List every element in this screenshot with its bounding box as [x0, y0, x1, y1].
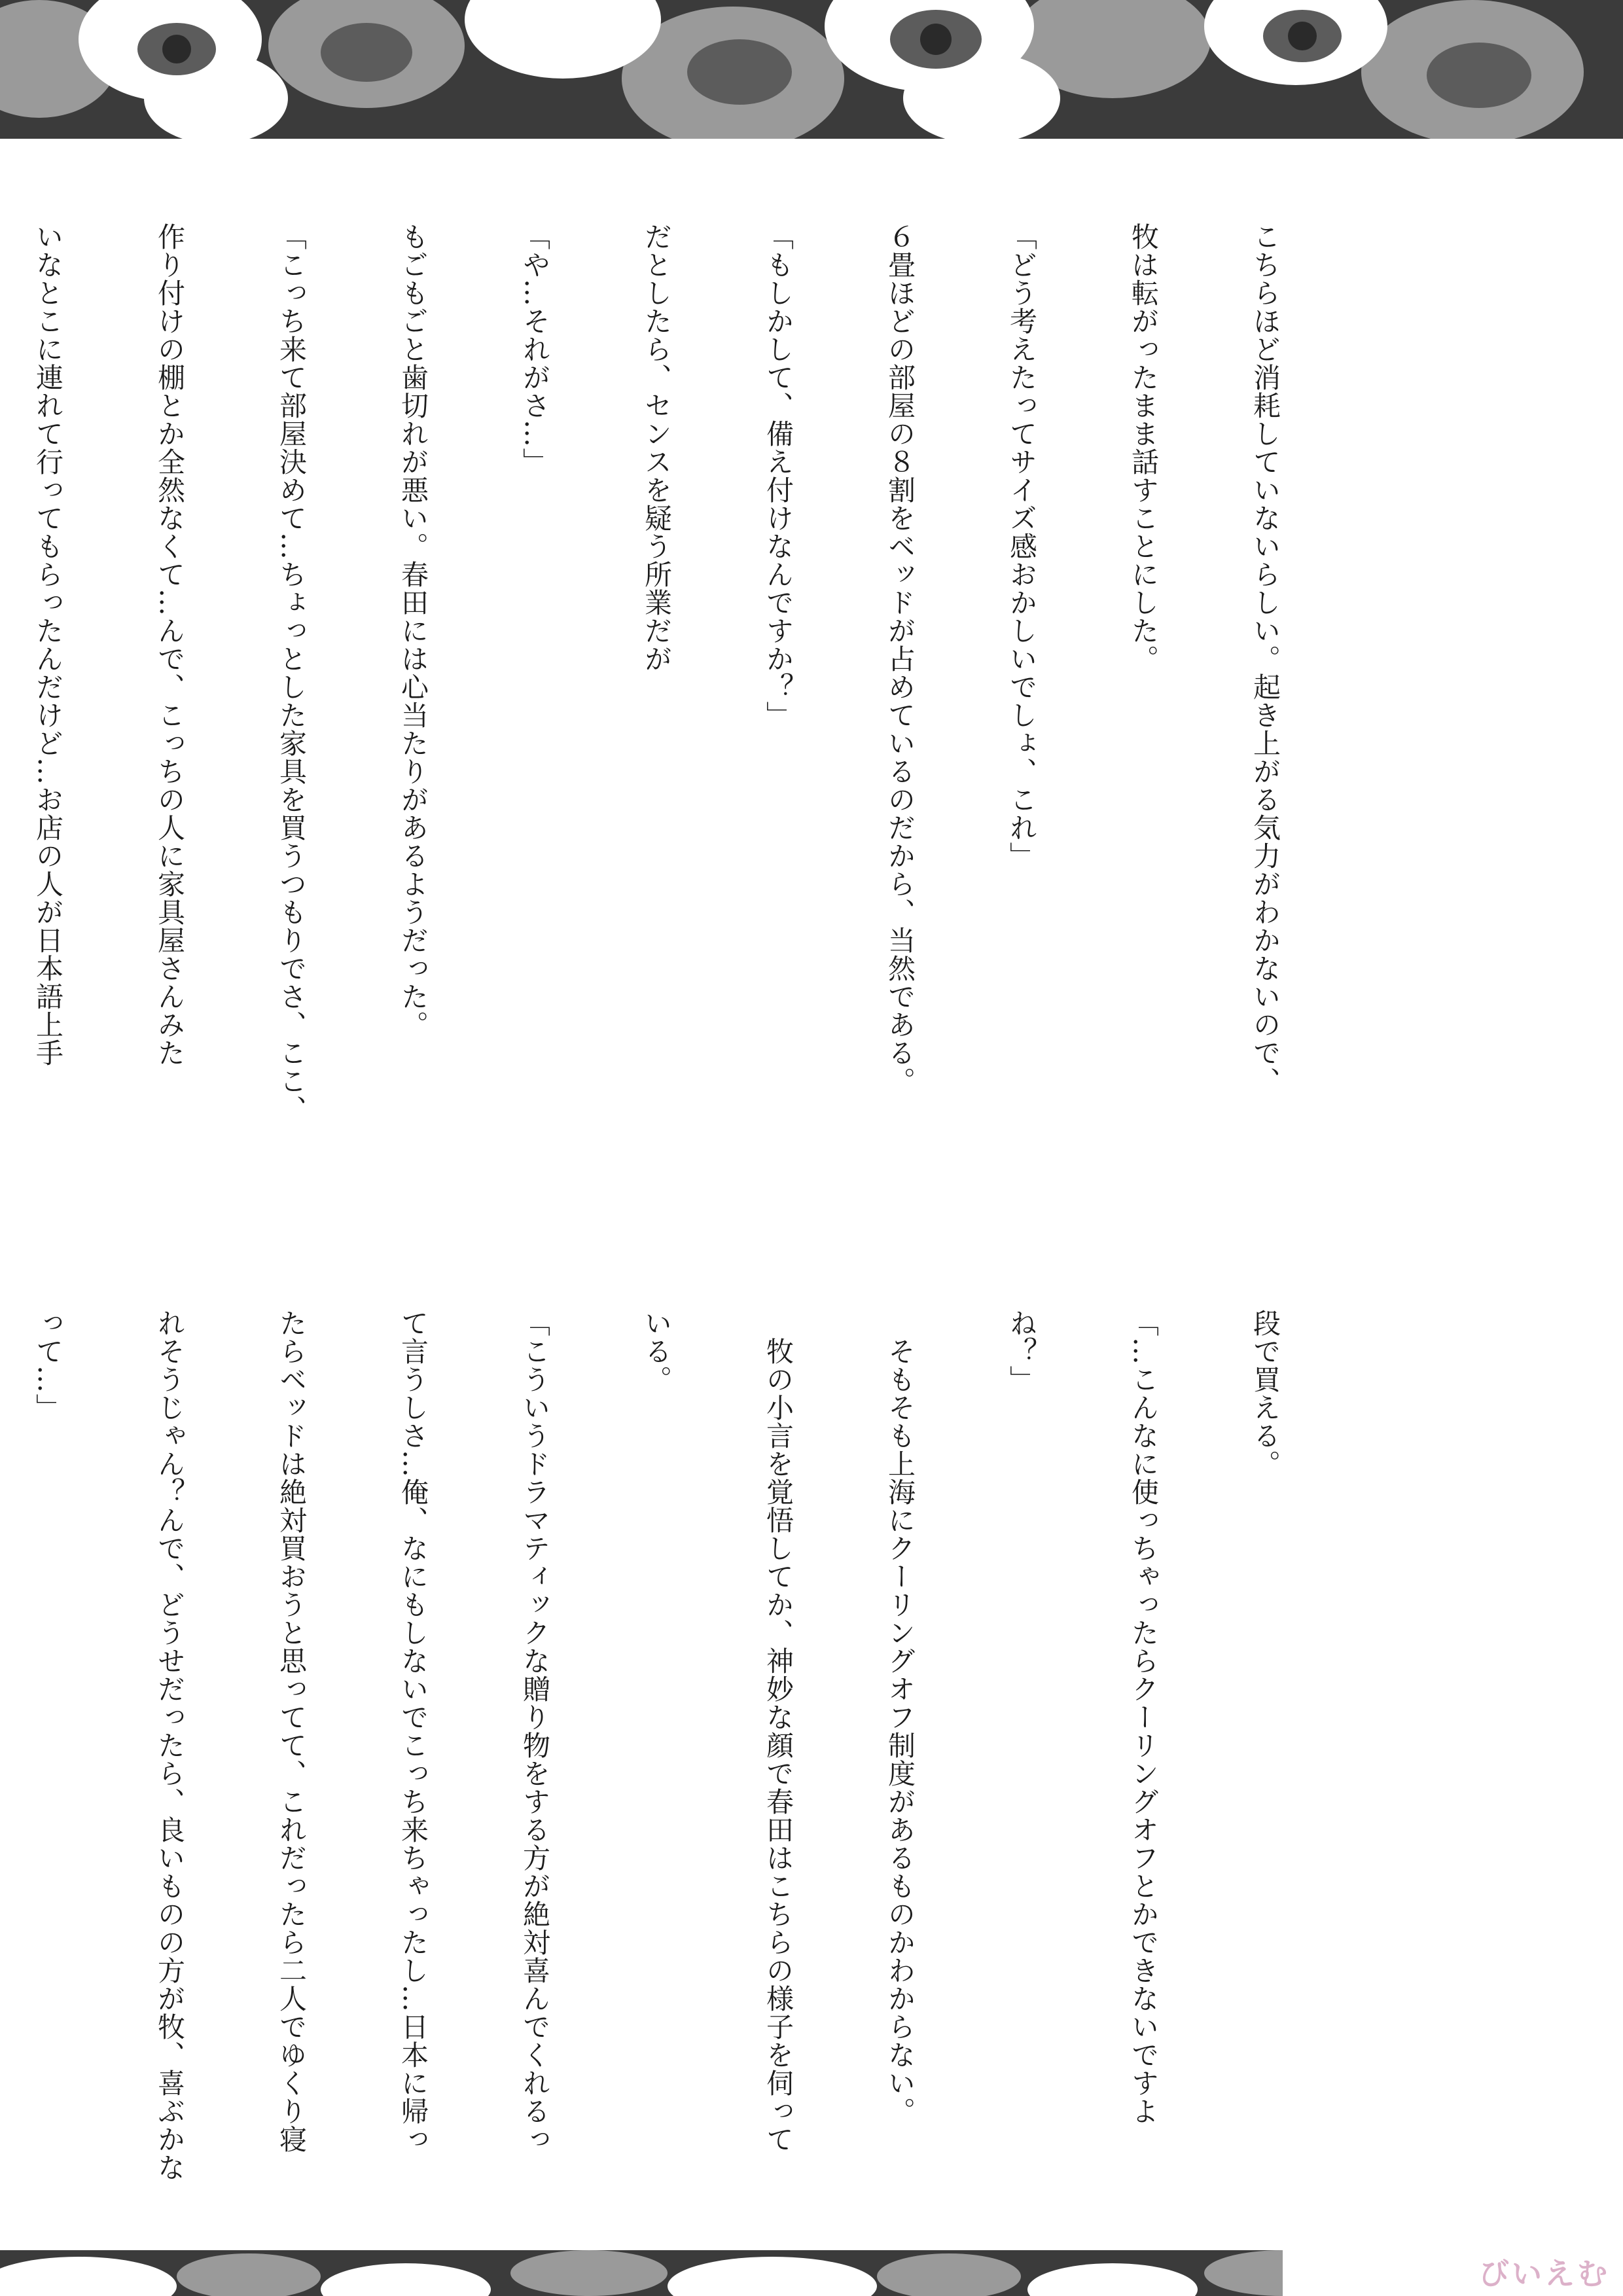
- text-line: いる。: [641, 1309, 673, 1393]
- text-line: もごもごと歯切れが悪い。春田には心当たりがあるようだった。: [397, 223, 429, 1039]
- text-line: だとしたら、センスを疑う所業だが: [641, 223, 673, 673]
- text-line: 「こっち来て部屋決めて…ちょっとした家具を買うつもりでさ、ここ、: [276, 223, 308, 1123]
- text-line: 段で買える。: [1249, 1309, 1281, 1478]
- body-text-upper: [0, 223, 1366, 1123]
- text-line: 「…こんなに使っちゃったらクーリングオフとかできないですよ: [1128, 1309, 1160, 2125]
- text-line: いなとこに連れて行ってもらったんだけど…お店の人が日本語上手: [32, 223, 64, 1067]
- text-line: 牧は転がったまま話すことにした。: [1128, 223, 1160, 673]
- text-line: れそうじゃん？んで、どうせだったら、良いものの方が牧、喜ぶかな: [154, 1309, 186, 2181]
- text-line: 牧の小言を覚悟してか、神妙な顔で春田はこちらの様子を伺って: [762, 1309, 794, 2153]
- floral-pattern-bottom: [0, 2250, 1623, 2296]
- text-line: ね？」: [1006, 1309, 1038, 1393]
- footer-logo-wordmark: びいえむ: [1479, 2256, 1610, 2291]
- text-line: たらベッドは絶対買おうと思ってて、これだったら二人でゆくり寝: [276, 1309, 308, 2153]
- text-line: て言うしさ…俺、なにもしないでこっち来ちゃったし…日本に帰っ: [397, 1309, 429, 2153]
- text-line: 「どう考えたってサイズ感おかしいでしょ、これ」: [1006, 223, 1038, 870]
- text-line: 「や…それがさ…」: [519, 223, 551, 476]
- text-line: って…」: [32, 1309, 64, 1422]
- text-line: 作り付けの棚とか全然なくて…んで、こっちの人に家具屋さんみた: [154, 223, 186, 1067]
- body-text-lower: [0, 1309, 1366, 2181]
- floral-pattern-top: [0, 0, 1623, 139]
- text-line: 「もしかして、備え付けなんですか？」: [762, 223, 794, 729]
- bottom-floral-band: [0, 2250, 1623, 2296]
- text-line: そもそも上海にクーリングオフ制度があるものかわからない。: [884, 1309, 916, 2125]
- top-floral-band: [0, 0, 1623, 139]
- text-line: ６畳ほどの部屋の８割をベッドが占めているのだから、当然である。: [884, 223, 916, 1095]
- text-line: 「こういうドラマティックな贈り物をする方が絶対喜んでくれるっ: [519, 1309, 551, 2153]
- text-line: こちらほど消耗していないらしい。起き上がる気力がわかないので、: [1249, 223, 1281, 1095]
